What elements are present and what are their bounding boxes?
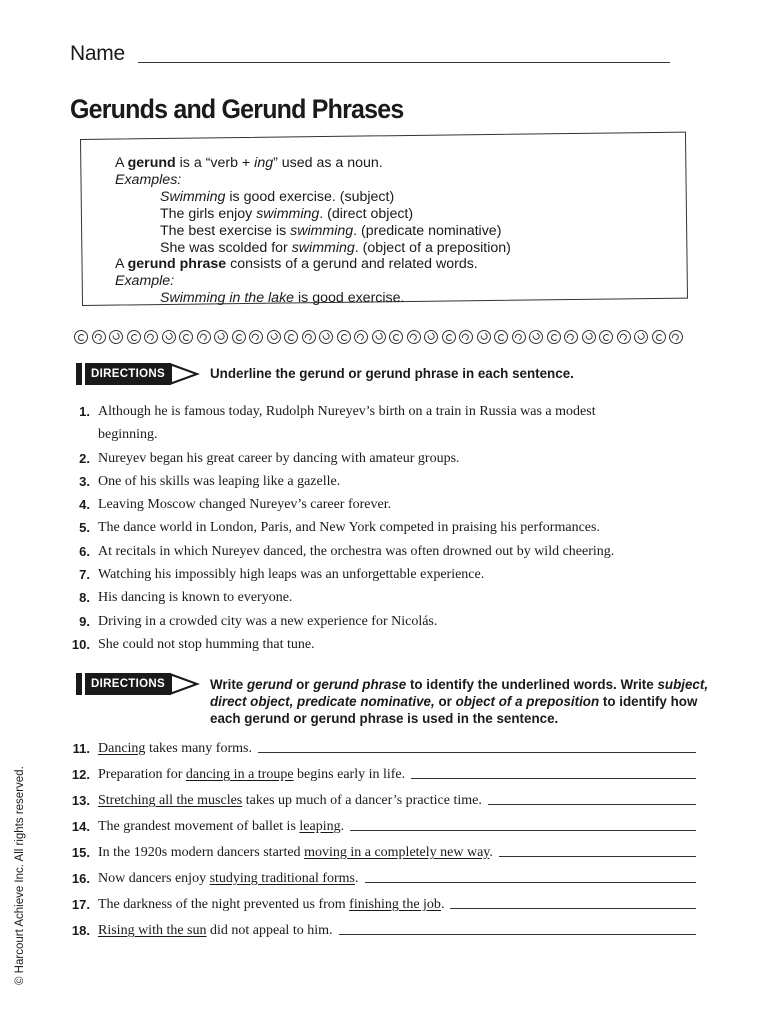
- swirl-icon: [494, 330, 508, 344]
- list-item: 11. Dancing takes many forms.: [70, 738, 696, 764]
- directions-badge: DIRECTIONS: [76, 673, 204, 695]
- swirl-icon: [351, 327, 370, 346]
- example-line: She was scolded for swimming. (object of a preposition): [160, 239, 511, 256]
- swirl-icon: [456, 327, 475, 346]
- swirl-icon: [369, 327, 388, 346]
- list-item: 12. Preparation for dancing in a troupe begins early in life.: [70, 764, 696, 790]
- list-item: 13. Stretching all the muscles takes up much of a dancer’s practice time.: [70, 790, 696, 816]
- list-item: 3. One of his skills was leaping like a gazelle.: [79, 473, 341, 489]
- gerund-definition: A gerund is a “verb + ing” used as a noun.: [115, 155, 383, 171]
- list-item: 14. The grandest movement of ballet is leaping.: [70, 816, 696, 842]
- answer-line[interactable]: [258, 738, 696, 753]
- swirl-icon: [526, 327, 545, 346]
- swirl-icon: [264, 327, 283, 346]
- list-item: 4. Leaving Moscow changed Nureyev’s career forever.: [79, 497, 392, 513]
- exercise-list-identify: [70, 738, 696, 946]
- swirl-icon: [474, 327, 493, 346]
- name-label: Name: [70, 42, 125, 65]
- name-field-line[interactable]: [138, 62, 670, 63]
- list-item: 16. Now dancers enjoy studying traditional forms.: [70, 868, 696, 894]
- list-item: 17. The darkness of the night prevented us from finishing the job.: [70, 894, 696, 920]
- answer-line[interactable]: [450, 894, 696, 909]
- swirl-icon: [246, 327, 265, 346]
- swirl-icon: [316, 327, 335, 346]
- list-item: 6. At recitals in which Nureyev danced, the orchestra was often drowned out by wild cheering.: [79, 543, 615, 559]
- swirl-icon: [389, 330, 403, 344]
- swirl-icon: [442, 330, 456, 344]
- swirl-icon: [579, 327, 598, 346]
- example-line: Swimming in the lake is good exercise.: [160, 290, 405, 307]
- list-item: 1. Although he is famous today, Rudolph Nureyev’s birth on a train in Russia was a modest beginning.: [79, 404, 596, 443]
- swirl-icon: [194, 327, 213, 346]
- example-label: Example:: [115, 273, 175, 290]
- swirl-icon: [509, 327, 528, 346]
- swirl-icon: [179, 330, 193, 344]
- swirl-divider: [74, 330, 694, 348]
- swirl-icon: [404, 327, 423, 346]
- swirl-icon: [232, 330, 246, 344]
- swirl-icon: [284, 330, 298, 344]
- example-line: Swimming is good exercise. (subject): [160, 188, 395, 205]
- swirl-icon: [211, 327, 230, 346]
- list-item: 15. In the 1920s modern dancers started moving in a completely new way.: [70, 842, 696, 868]
- definition-content: [115, 155, 675, 307]
- swirl-icon: [614, 327, 633, 346]
- gerund-phrase-definition: A gerund phrase consists of a gerund and related words.: [115, 256, 478, 273]
- directions-text: Underline the gerund or gerund phrase in each sentence.: [210, 366, 574, 381]
- swirl-icon: [421, 327, 440, 346]
- answer-line[interactable]: [339, 920, 697, 935]
- swirl-icon: [74, 330, 88, 344]
- swirl-icon: [141, 327, 160, 346]
- example-line: The best exercise is swimming. (predicate nominative): [160, 222, 502, 239]
- directions-badge: DIRECTIONS: [76, 363, 204, 385]
- list-item: 2. Nureyev began his great career by dancing with amateur groups.: [79, 450, 460, 466]
- list-item: 7. Watching his impossibly high leaps was an unforgettable experience.: [79, 567, 485, 583]
- answer-line[interactable]: [411, 764, 696, 779]
- directions-text: Write gerund or gerund phrase to identify the underlined words. Write subject, direct object, predicate nominative, or object of a preposition to identify how each gerund or gerund phrase is used in the sentence.: [210, 677, 709, 726]
- answer-line[interactable]: [488, 790, 696, 805]
- examples-label: Examples:: [115, 171, 182, 188]
- swirl-icon: [599, 330, 613, 344]
- swirl-icon: [547, 330, 561, 344]
- swirl-icon: [561, 327, 580, 346]
- swirl-icon: [159, 327, 178, 346]
- list-item: 10. She could not stop humming that tune.: [71, 636, 315, 652]
- swirl-icon: [666, 327, 685, 346]
- answer-line[interactable]: [499, 842, 696, 857]
- answer-line[interactable]: [365, 868, 696, 883]
- list-item: 8. His dancing is known to everyone.: [79, 590, 293, 606]
- swirl-icon: [299, 327, 318, 346]
- swirl-icon: [337, 330, 351, 344]
- swirl-icon: [106, 327, 125, 346]
- swirl-icon: [127, 330, 141, 344]
- swirl-icon: [631, 327, 650, 346]
- name-row: [70, 40, 670, 70]
- answer-line[interactable]: [350, 816, 696, 831]
- list-item: 5. The dance world in London, Paris, and New York competed in praising his performances.: [79, 520, 600, 536]
- copyright-notice: © Harcourt Achieve Inc. All rights reserved.: [14, 766, 26, 985]
- page-title: Gerunds and Gerund Phrases: [70, 94, 404, 125]
- exercise-list-underline: [70, 400, 670, 656]
- list-item: 9. Driving in a crowded city was a new experience for Nicolás.: [79, 613, 438, 629]
- swirl-icon: [652, 330, 666, 344]
- list-item: 18. Rising with the sun did not appeal to him.: [70, 920, 696, 946]
- swirl-icon: [89, 327, 108, 346]
- example-line: The girls enjoy swimming. (direct object): [160, 205, 414, 222]
